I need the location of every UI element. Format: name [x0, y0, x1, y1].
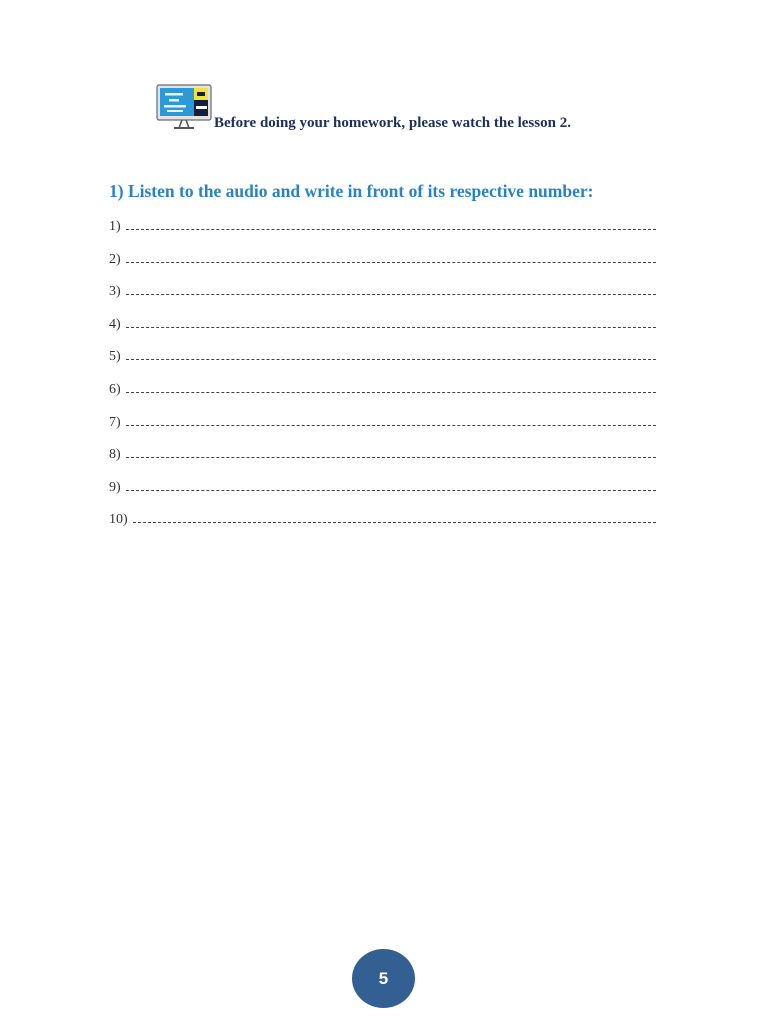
- answer-line[interactable]: [109, 284, 657, 317]
- answer-number: 3): [109, 284, 121, 300]
- answer-blank[interactable]: [126, 383, 656, 393]
- answer-list: [109, 219, 657, 545]
- answer-line[interactable]: [109, 480, 657, 513]
- answer-blank[interactable]: [126, 285, 656, 295]
- answer-number: 7): [109, 414, 121, 430]
- page-number: 5: [378, 968, 389, 988]
- answer-number: 2): [109, 251, 121, 267]
- lesson-reminder-text: Before doing your homework, please watch the lesson 2.: [214, 115, 571, 131]
- answer-number: 1): [109, 219, 121, 234]
- answer-blank[interactable]: [126, 220, 656, 230]
- answer-line[interactable]: [109, 317, 657, 350]
- answer-line[interactable]: [109, 219, 657, 252]
- answer-blank[interactable]: [126, 416, 656, 426]
- answer-blank[interactable]: [126, 318, 656, 328]
- answer-blank[interactable]: [133, 513, 656, 523]
- answer-number: 9): [109, 479, 121, 495]
- answer-line[interactable]: [109, 512, 657, 545]
- answer-number: 10): [109, 512, 128, 528]
- exercise-title: 1) Listen to the audio and write in front of its respective number:: [109, 181, 594, 201]
- answer-number: 4): [109, 316, 121, 332]
- answer-line[interactable]: [109, 349, 657, 382]
- computer-monitor-icon: [156, 84, 212, 130]
- answer-number: 8): [109, 447, 121, 463]
- lesson-reminder: [156, 84, 571, 130]
- answer-line[interactable]: [109, 252, 657, 285]
- answer-blank[interactable]: [126, 448, 656, 458]
- answer-number: 5): [109, 349, 121, 365]
- answer-line[interactable]: [109, 415, 657, 448]
- answer-line[interactable]: [109, 382, 657, 415]
- answer-number: 6): [109, 381, 121, 397]
- answer-line[interactable]: [109, 447, 657, 480]
- answer-blank[interactable]: [126, 350, 656, 360]
- page-number-badge: [352, 949, 415, 1008]
- answer-blank[interactable]: [126, 481, 656, 491]
- answer-blank[interactable]: [126, 253, 656, 263]
